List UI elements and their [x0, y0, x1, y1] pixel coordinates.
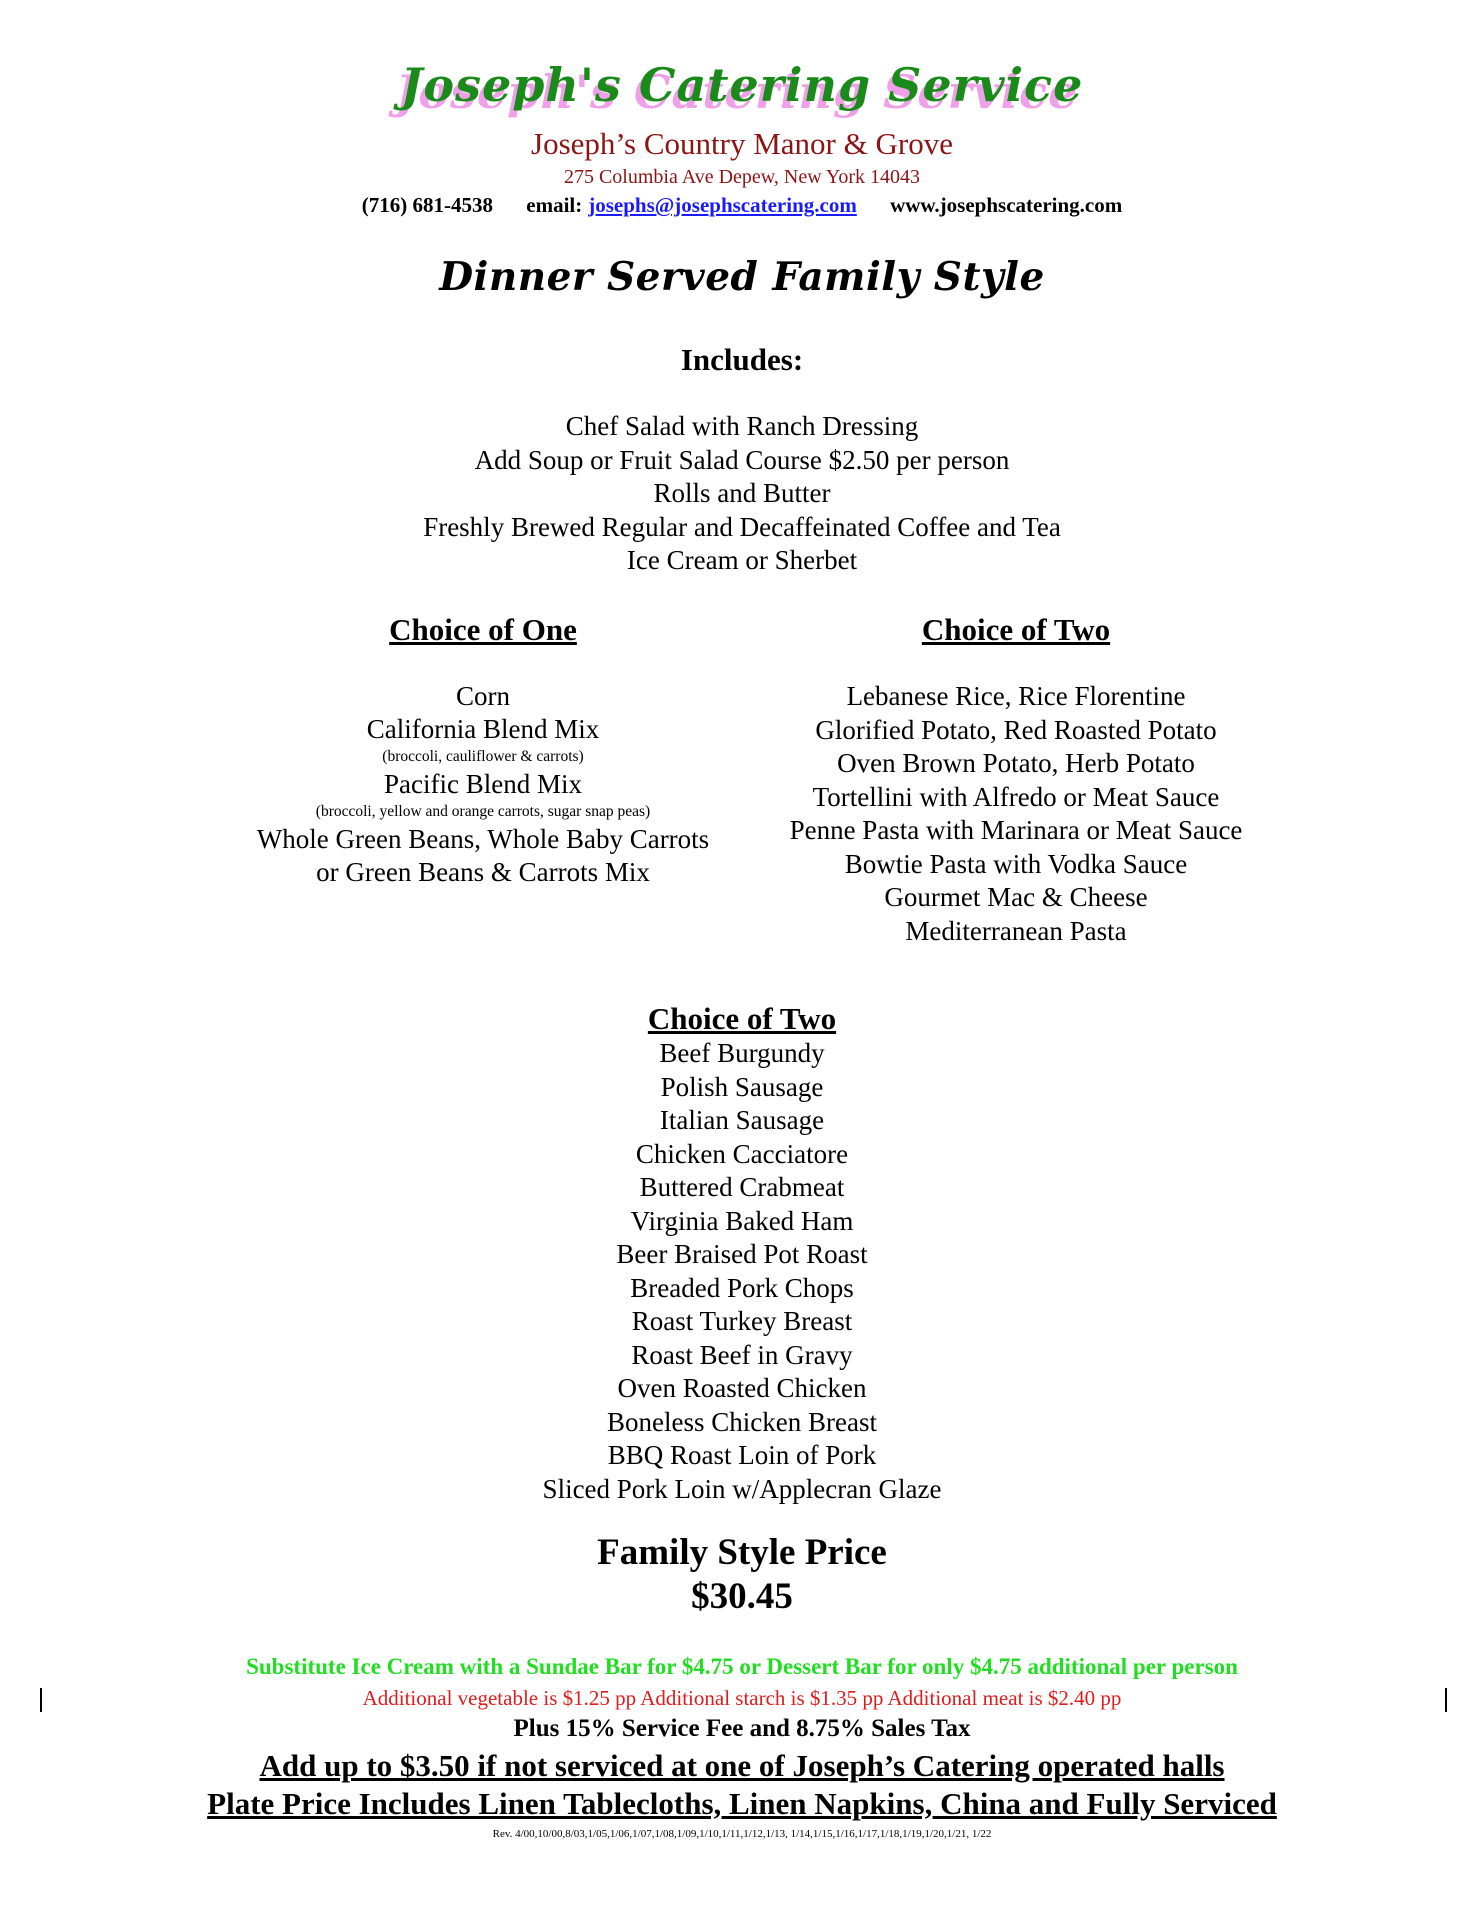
menu-title: Dinner Served Family Style	[439, 254, 1045, 300]
includes-heading: Includes:	[680, 342, 804, 377]
phone-number: (716) 681-4538	[361, 193, 493, 217]
starch-item: Lebanese Rice, Rice Florentine	[846, 681, 1186, 711]
starch-item: Oven Brown Potato, Herb Potato	[837, 748, 1195, 778]
entree-item: Beef Burgundy	[659, 1038, 825, 1068]
starch-item: Tortellini with Alfredo or Meat Sauce	[812, 781, 1220, 812]
entree-item: BBQ Roast Loin of Pork	[607, 1440, 877, 1470]
entree-item: Polish Sausage	[660, 1071, 824, 1102]
entree-item: Breaded Pork Chops	[630, 1272, 854, 1303]
includes-item: Ice Cream or Sherbet	[626, 545, 858, 575]
includes-item: Freshly Brewed Regular and Decaffeinated Coffee and Tea	[423, 511, 1061, 542]
entree-item: Virginia Baked Ham	[630, 1205, 854, 1236]
entree-section	[0, 1001, 1484, 1506]
entree-item: Roast Turkey Breast	[631, 1306, 853, 1336]
substitute-note: Substitute Ice Cream with a Sundae Bar for $4.75 or Dessert Bar for only $4.75 additional per person	[246, 1654, 1238, 1679]
vegetable-item: Pacific Blend Mix	[384, 769, 582, 799]
additional-pricing: Additional vegetable is $1.25 pp Additional starch is $1.35 pp Additional meat is $2.40 pp	[362, 1686, 1122, 1710]
vegetable-heading: Choice of One	[389, 612, 577, 647]
email-group	[526, 193, 857, 218]
vegetable-list	[218, 680, 748, 889]
includes-item: Add Soup or Fruit Salad Course $2.50 per person	[474, 444, 1010, 475]
entree-list	[0, 1037, 1484, 1506]
entree-heading: Choice of Two	[647, 1001, 837, 1036]
price-label: Family Style Price	[597, 1532, 887, 1573]
vegetable-column	[218, 612, 748, 889]
entree-item: Sliced Pork Loin w/Applecran Glaze	[542, 1473, 942, 1504]
revision-line: Rev. 4/00,10/00,8/03,1/05,1/06,1/07,1/08,1/09,1/10,1/11,1/12,1/13, 1/14,1/15,1/16,1/17,1/18,1/19,1/20,1/21, 1/22	[492, 1828, 992, 1840]
venue-name: Joseph’s Country Manor & Grove	[531, 126, 953, 161]
entree-item: Italian Sausage	[659, 1105, 825, 1135]
price-value: $30.45	[691, 1576, 793, 1617]
vegetable-note: (broccoli, cauliflower & carrots)	[382, 748, 584, 765]
email-label: email:	[526, 193, 583, 217]
vegetable-item: Corn	[456, 681, 510, 711]
vegetable-note: (broccoli, yellow and orange carrots, sugar snap peas)	[315, 803, 651, 820]
off-site-notice: Add up to $3.50 if not serviced at one of Joseph’s Catering operated halls	[259, 1748, 1225, 1783]
entree-item: Buttered Crabmeat	[639, 1172, 845, 1202]
logo-text: Joseph's Catering Service	[400, 58, 1084, 112]
includes-list	[0, 410, 1484, 578]
vegetable-item: California Blend Mix	[366, 714, 600, 744]
entree-item: Boneless Chicken Breast	[607, 1406, 877, 1437]
vegetable-item: Whole Green Beans, Whole Baby Carrots	[256, 824, 710, 854]
entree-item: Roast Beef in Gravy	[631, 1339, 853, 1370]
starch-item: Glorified Potato, Red Roasted Potato	[815, 714, 1217, 745]
contact-line	[0, 193, 1484, 218]
entree-item: Oven Roasted Chicken	[617, 1373, 867, 1403]
entree-item: Chicken Cacciatore	[635, 1138, 849, 1169]
starch-item: Penne Pasta with Marinara or Meat Sauce	[789, 815, 1243, 845]
starch-column	[756, 612, 1276, 948]
entree-item: Beer Braised Pot Roast	[616, 1239, 868, 1269]
includes-item: Chef Salad with Ranch Dressing	[565, 411, 919, 441]
vegetable-item: or Green Beans & Carrots Mix	[316, 857, 650, 887]
starch-item: Gourmet Mac & Cheese	[884, 882, 1148, 912]
included-services-notice: Plate Price Includes Linen Tablecloths, Linen Napkins, China and Fully Serviced	[207, 1786, 1277, 1821]
website-text: www.josephscatering.com	[890, 193, 1123, 217]
email-link[interactable]: josephs@josephscatering.com	[588, 193, 857, 217]
venue-address: 275 Columbia Ave Depew, New York 14043	[563, 166, 921, 188]
includes-item: Rolls and Butter	[653, 478, 831, 508]
starch-list	[756, 680, 1276, 948]
starch-heading: Choice of Two	[921, 612, 1111, 647]
service-fee-note: Plus 15% Service Fee and 8.75% Sales Tax	[513, 1715, 971, 1742]
starch-item: Bowtie Pasta with Vodka Sauce	[844, 848, 1188, 879]
starch-item: Mediterranean Pasta	[905, 915, 1127, 946]
